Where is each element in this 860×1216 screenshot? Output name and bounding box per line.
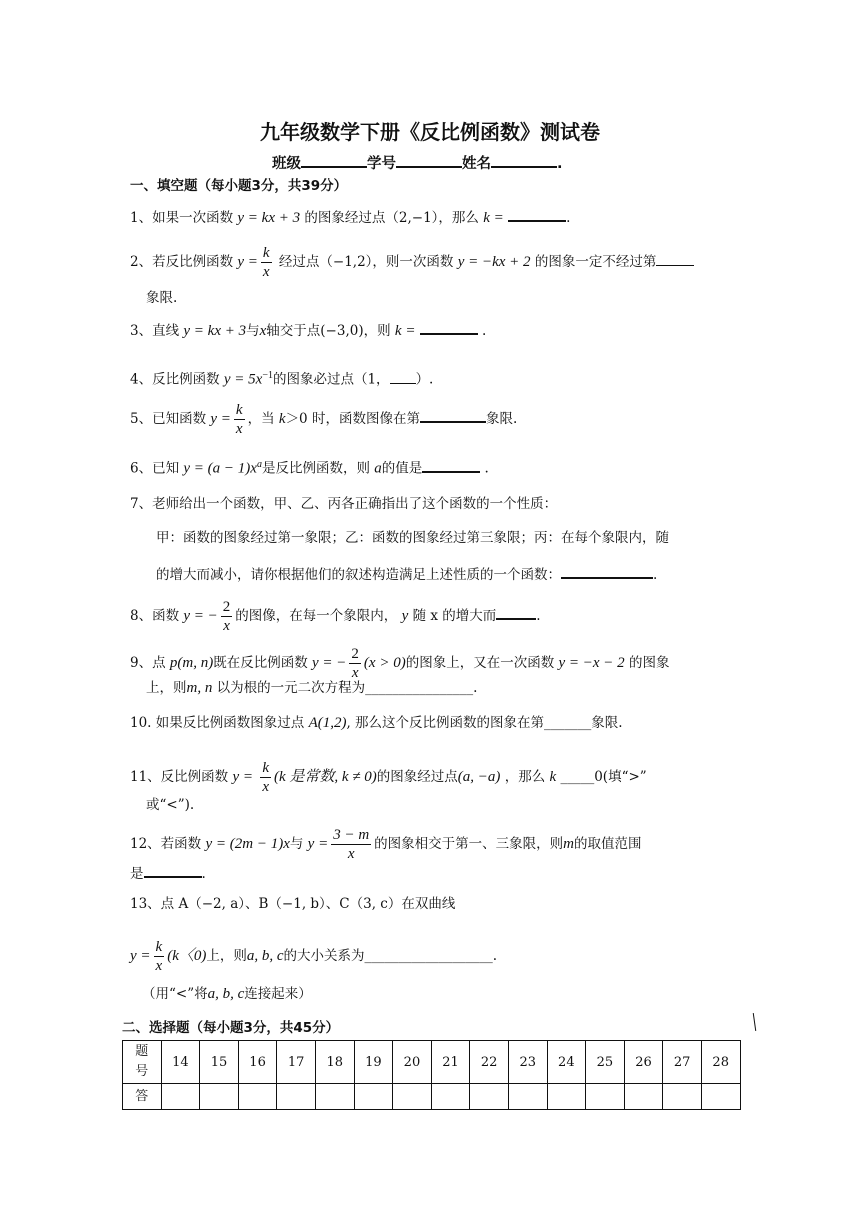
- q9-line2b: 以为根的一元二次方程为________________.: [216, 680, 478, 696]
- q1-answer-blank[interactable]: [508, 206, 566, 222]
- q2-fraction: [261, 244, 272, 281]
- q8-numerator: 2: [222, 599, 231, 615]
- q4-answer-blank[interactable]: [390, 369, 416, 384]
- question-13-hint: [142, 984, 312, 1004]
- q13-mid: 上，则: [206, 948, 247, 964]
- q12-end: 的图象相交于第一、三象限，则: [374, 836, 564, 852]
- q13-numerator: k: [155, 939, 163, 955]
- question-6: [130, 455, 489, 479]
- name-blank[interactable]: [491, 152, 557, 168]
- question-4: [130, 366, 433, 390]
- q11-end: _____0(填“>”: [560, 769, 647, 785]
- q8-mid2: 随 x 的增大而: [412, 608, 497, 624]
- question-number-cell: 26: [624, 1041, 663, 1084]
- q12-denominator: x: [331, 844, 371, 863]
- q8-end: .: [536, 608, 541, 624]
- q12-text: 12、若函数: [130, 836, 202, 852]
- q11-k: k: [549, 769, 557, 785]
- page-title: 九年级数学下册《反比例函数》测试卷: [260, 120, 600, 144]
- q4-equation: y = 5x: [223, 371, 263, 388]
- question-8: [130, 598, 541, 635]
- q5-y: y =: [210, 411, 231, 427]
- q11-point: (a, −a): [457, 769, 501, 785]
- q11-mid2: ，那么: [504, 769, 546, 785]
- question-11: [130, 759, 647, 796]
- answer-cell[interactable]: [470, 1084, 509, 1110]
- q1-text: 1、如果一次函数: [130, 210, 234, 226]
- answer-cell[interactable]: [701, 1084, 740, 1110]
- q13-fraction: [154, 938, 165, 975]
- question-number-cell: 16: [238, 1041, 277, 1084]
- q8-answer-blank[interactable]: [496, 604, 536, 620]
- q12-numerator: 3 − m: [333, 827, 370, 843]
- q11-text: 11、反比例函数: [130, 769, 229, 785]
- question-number-cell: 21: [431, 1041, 470, 1084]
- q12-y: y =: [307, 836, 329, 852]
- question-2-cont: 象限.: [146, 290, 178, 306]
- q11-y: y =: [232, 769, 254, 785]
- question-10: [130, 713, 623, 733]
- q13-condition: (k〈0): [167, 948, 207, 964]
- section-fill-blank-heading: 一、填空题（每小题3分，共39分）: [130, 178, 348, 194]
- question-number-cell: 20: [393, 1041, 432, 1084]
- q8-denominator: x: [221, 616, 233, 635]
- question-number-cell: 17: [277, 1041, 316, 1084]
- q13-hint-start: （用“<”将: [142, 986, 208, 1002]
- q11-fraction: [260, 759, 271, 796]
- q5-end: 象限.: [485, 411, 518, 427]
- q9-line2a: 上，则: [146, 680, 187, 696]
- answer-cell[interactable]: [277, 1084, 316, 1110]
- answer-cell[interactable]: [315, 1084, 354, 1110]
- q6-answer-blank[interactable]: [422, 457, 480, 473]
- q7-answer-blank[interactable]: [561, 563, 653, 579]
- q2-end: 的图象一定不经过第: [534, 254, 657, 270]
- q9-condition: (x > 0): [363, 655, 406, 671]
- head-char-2: 号: [135, 1064, 149, 1079]
- q9-mid2: 的图象上，又在一次函数: [405, 655, 555, 671]
- question-number-cell: 15: [200, 1041, 239, 1084]
- answer-cell[interactable]: [238, 1084, 277, 1110]
- q1-equation: y = kx + 3: [237, 210, 301, 226]
- class-blank[interactable]: [301, 152, 367, 168]
- q4-mid: 的图象必过点（1，: [272, 371, 390, 388]
- question-3: [130, 319, 486, 341]
- q9-mn: m, n: [186, 680, 213, 696]
- q13-hint-abc: a, b, c: [207, 986, 245, 1002]
- question-9-cont: [146, 678, 477, 698]
- answer-cell[interactable]: [354, 1084, 393, 1110]
- q2-equation: y = −kx + 2: [457, 254, 531, 270]
- question-13-cont: [130, 938, 497, 975]
- q6-equation: y = (a − 1)x: [183, 460, 257, 477]
- q8-yv: y: [401, 608, 409, 624]
- q12-m: m: [563, 836, 575, 852]
- q12-dot: .: [201, 866, 206, 882]
- q5-numerator: k: [235, 402, 243, 418]
- q1-mid: 的图象经过点（2,−1），那么: [304, 210, 479, 226]
- q9-fraction: [349, 645, 361, 682]
- question-number-cell: 25: [586, 1041, 625, 1084]
- id-blank[interactable]: [396, 152, 462, 168]
- q13-y: y =: [130, 948, 151, 964]
- q4-exponent: −1: [262, 370, 273, 381]
- answer-cell[interactable]: [547, 1084, 586, 1110]
- q4-text: 4、反比例函数: [130, 371, 220, 388]
- q3-text: 3、直线: [130, 323, 180, 339]
- class-label: 班级: [272, 156, 301, 172]
- q3-answer-blank[interactable]: [420, 319, 478, 335]
- answer-cell[interactable]: [200, 1084, 239, 1110]
- q3-mid: 与: [246, 323, 260, 339]
- stray-pen-mark: [753, 1013, 756, 1031]
- question-number-cell: 18: [315, 1041, 354, 1084]
- q11-denominator: x: [262, 779, 269, 795]
- q13-abc: a, b, c: [246, 948, 284, 964]
- q10-text: 10. 如果反比例函数图象过点: [130, 715, 305, 731]
- q6-mid: 是反比例函数，则: [261, 460, 370, 477]
- q9-equation: y = −x − 2: [558, 655, 625, 671]
- q3-k: k =: [394, 323, 416, 339]
- question-7-line1: 7、老师给出一个函数，甲、乙、丙各正确指出了这个函数的一个性质：: [130, 496, 558, 512]
- question-number-cell: 23: [508, 1041, 547, 1084]
- q2-y: y =: [237, 254, 258, 270]
- question-number-cell: 14: [161, 1041, 200, 1084]
- q5-condition: ＞0 时，函数图像在第: [285, 411, 420, 427]
- q7-end: .: [653, 567, 658, 583]
- q9-point: p(m, n): [169, 655, 214, 671]
- q11-numerator: k: [262, 760, 269, 776]
- question-7-line3: [156, 563, 657, 585]
- q12-mid: 与: [289, 836, 304, 852]
- answer-cell[interactable]: [431, 1084, 470, 1110]
- q6-a: a: [374, 460, 382, 477]
- q13-hint-end: 连接起来）: [244, 986, 312, 1002]
- answer-cell[interactable]: [624, 1084, 663, 1110]
- q11-mid: 的图象经过点: [376, 769, 458, 785]
- q5-answer-blank[interactable]: [420, 407, 486, 423]
- q3-end: .: [482, 323, 487, 339]
- q3-equation: y = kx + 3: [183, 323, 247, 339]
- class-info: [272, 152, 563, 173]
- q5-denominator: x: [235, 421, 243, 437]
- answer-cell[interactable]: [161, 1084, 200, 1110]
- q3-mid2: 轴交于点(−3,0)，则: [266, 323, 391, 339]
- q2-denominator: x: [262, 264, 270, 280]
- q13-denominator: x: [155, 958, 163, 974]
- question-2: [130, 244, 694, 281]
- class-info-end: .: [557, 156, 563, 172]
- q5-fraction: [234, 401, 245, 438]
- head-char-1: 题: [135, 1044, 149, 1059]
- q12-equation: y = (2m − 1)x: [205, 836, 290, 852]
- q5-mid: ，当: [247, 411, 275, 427]
- q12-fraction: [331, 826, 371, 863]
- question-13: 13、点 A（−2, a）、B（−1, b）、C（3, c）在双曲线: [130, 896, 456, 912]
- q9-y: y = −: [312, 655, 347, 671]
- question-1: [130, 206, 570, 228]
- q6-exponent: a: [256, 459, 262, 470]
- question-number-cell: 28: [701, 1041, 740, 1084]
- q10-point: A(1,2): [308, 715, 347, 731]
- answer-table: [122, 1040, 741, 1110]
- answer-cell[interactable]: [586, 1084, 625, 1110]
- id-label: 学号: [367, 156, 396, 172]
- q9-numerator: 2: [351, 646, 359, 662]
- q7-line3-text: 的增大而减小，请你根据他们的叙述构造满足上述性质的一个函数：: [156, 567, 561, 583]
- q1-k: k =: [483, 210, 504, 226]
- answer-cell[interactable]: [663, 1084, 702, 1110]
- q2-text: 2、若反比例函数: [130, 254, 234, 270]
- q1-end: .: [566, 210, 571, 226]
- question-7-line2: 甲：函数的图象经过第一象限；乙：函数的图象经过第三象限；丙：在每个象限内，随: [156, 530, 669, 546]
- question-12-cont: [130, 862, 206, 884]
- q8-fraction: [221, 598, 233, 635]
- q13-end: 的大小关系为___________________.: [283, 948, 498, 964]
- q6-dot: .: [484, 460, 489, 477]
- q10-end: , 那么这个反比例函数的图象在第_______象限.: [346, 715, 623, 731]
- answer-table-answer-row: [123, 1084, 741, 1110]
- q4-end: ）.: [415, 371, 434, 388]
- question-9: [130, 645, 669, 682]
- answer-table-head: [123, 1041, 162, 1084]
- q5-k: k: [278, 411, 286, 427]
- answer-table-number-row: [123, 1041, 741, 1084]
- question-number-cell: 19: [354, 1041, 393, 1084]
- q6-end: 的值是: [381, 460, 423, 477]
- q12-answer-blank[interactable]: [144, 862, 202, 878]
- q9-denominator: x: [349, 663, 361, 682]
- answer-cell[interactable]: [393, 1084, 432, 1110]
- answer-cell[interactable]: [508, 1084, 547, 1110]
- q2-answer-blank[interactable]: [656, 251, 694, 266]
- q8-text: 8、函数: [130, 608, 180, 624]
- name-label: 姓名: [462, 156, 491, 172]
- q12-end2: 的取值范围: [574, 836, 642, 852]
- question-5: [130, 401, 517, 438]
- section-choice-heading: 二、选择题（每小题3分，共45分）: [122, 1020, 340, 1036]
- question-number-cell: 24: [547, 1041, 586, 1084]
- q6-text: 6、已知: [130, 460, 180, 477]
- question-12: [130, 826, 642, 863]
- q8-mid: 的图像，在每一个象限内，: [235, 608, 398, 624]
- q12-line2: 是: [130, 866, 144, 882]
- q8-y: y = −: [183, 608, 218, 624]
- answer-label-cell: 答: [123, 1084, 162, 1110]
- q2-mid: 经过点（−1,2），则一次函数: [278, 254, 454, 270]
- question-number-cell: 27: [663, 1041, 702, 1084]
- q9-end: 的图象: [628, 655, 670, 671]
- question-11-cont: 或“<”).: [146, 797, 195, 813]
- q2-numerator: k: [262, 245, 270, 261]
- q5-text: 5、已知函数: [130, 411, 207, 427]
- q9-text: 9、点: [130, 655, 166, 671]
- q11-condition: (k 是常数, k ≠ 0): [273, 769, 377, 785]
- question-number-cell: 22: [470, 1041, 509, 1084]
- q3-x: x: [259, 323, 267, 339]
- q9-mid: 既在反比例函数: [213, 655, 308, 671]
